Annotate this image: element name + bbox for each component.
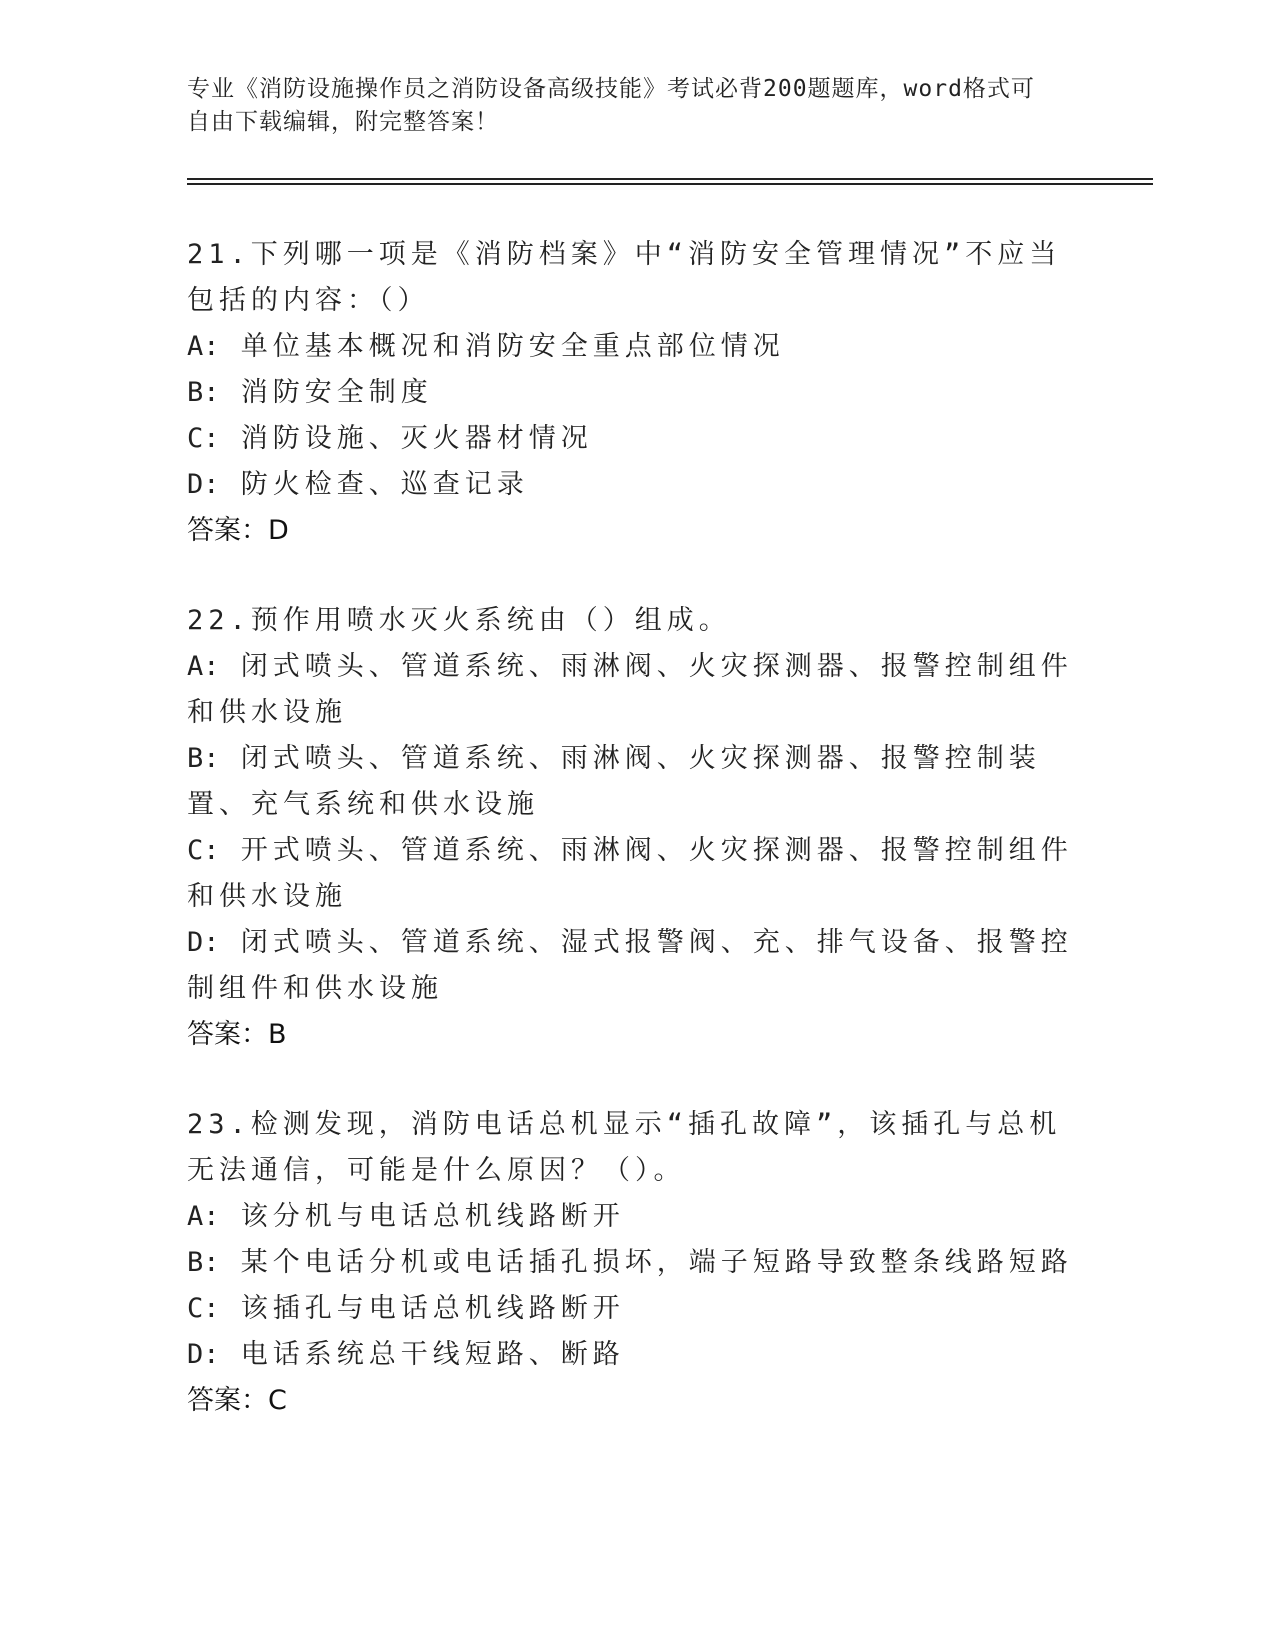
answer: 答案：B	[187, 1019, 287, 1050]
option-text: 某个电话分机或电话插孔损坏，端子短路导致整条线路短路	[240, 1247, 1073, 1278]
option-letter: D:	[187, 1339, 220, 1370]
header-line-1: 专业《消防设施操作员之消防设备高级技能》考试必背200题题库，word格式可	[187, 76, 1035, 102]
option-letter: C:	[187, 423, 220, 454]
question-text: 22.预作用喷水灭火系统由（）组成。	[187, 605, 731, 636]
option-letter: D:	[187, 927, 220, 958]
option-text: 闭式喷头、管道系统、雨淋阀、火灾探测器、报警控制组件和供水设施	[187, 651, 1073, 728]
option-b	[187, 736, 1087, 828]
header-divider-bottom	[187, 183, 1153, 185]
option-c	[187, 1286, 1087, 1332]
option-d	[187, 462, 1087, 508]
option-a	[187, 324, 1087, 370]
question-21	[187, 232, 1087, 554]
option-c	[187, 828, 1087, 920]
option-text: 消防安全制度	[240, 377, 433, 408]
header-line-2: 自由下载编辑，附完整答案！	[187, 109, 499, 135]
option-text: 闭式喷头、管道系统、雨淋阀、火灾探测器、报警控制装置、充气系统和供水设施	[187, 743, 1041, 820]
header-divider-top	[187, 178, 1153, 180]
option-text: 电话系统总干线短路、断路	[240, 1339, 625, 1370]
question-text: 21.下列哪一项是《消防档案》中“消防安全管理情况”不应当包括的内容：（）	[187, 239, 1062, 316]
question-23	[187, 1102, 1087, 1424]
option-letter: A:	[187, 1201, 220, 1232]
option-d	[187, 1332, 1087, 1378]
option-letter: B:	[187, 1247, 220, 1278]
option-letter: D:	[187, 469, 220, 500]
option-text: 该分机与电话总机线路断开	[240, 1201, 625, 1232]
answer: 答案：C	[187, 1385, 287, 1416]
option-letter: A:	[187, 651, 220, 682]
option-letter: A:	[187, 331, 220, 362]
option-b	[187, 1240, 1087, 1286]
option-letter: B:	[187, 743, 220, 774]
option-text: 该插孔与电话总机线路断开	[240, 1293, 625, 1324]
option-letter: C:	[187, 835, 220, 866]
option-text: 防火检查、巡查记录	[240, 469, 529, 500]
answer: 答案：D	[187, 515, 289, 546]
option-c	[187, 416, 1087, 462]
option-d	[187, 920, 1087, 1012]
option-a	[187, 644, 1087, 736]
option-b	[187, 370, 1087, 416]
option-text: 单位基本概况和消防安全重点部位情况	[240, 331, 785, 362]
option-text: 消防设施、灭火器材情况	[240, 423, 593, 454]
document-header	[187, 73, 1067, 139]
question-list	[187, 232, 1087, 1468]
option-text: 开式喷头、管道系统、雨淋阀、火灾探测器、报警控制组件和供水设施	[187, 835, 1073, 912]
option-a	[187, 1194, 1087, 1240]
question-22	[187, 598, 1087, 1058]
question-text: 23.检测发现，消防电话总机显示“插孔故障”，该插孔与总机无法通信，可能是什么原因？（）。	[187, 1109, 1062, 1186]
option-text: 闭式喷头、管道系统、湿式报警阀、充、排气设备、报警控制组件和供水设施	[187, 927, 1073, 1004]
option-letter: B:	[187, 377, 220, 408]
option-letter: C:	[187, 1293, 220, 1324]
